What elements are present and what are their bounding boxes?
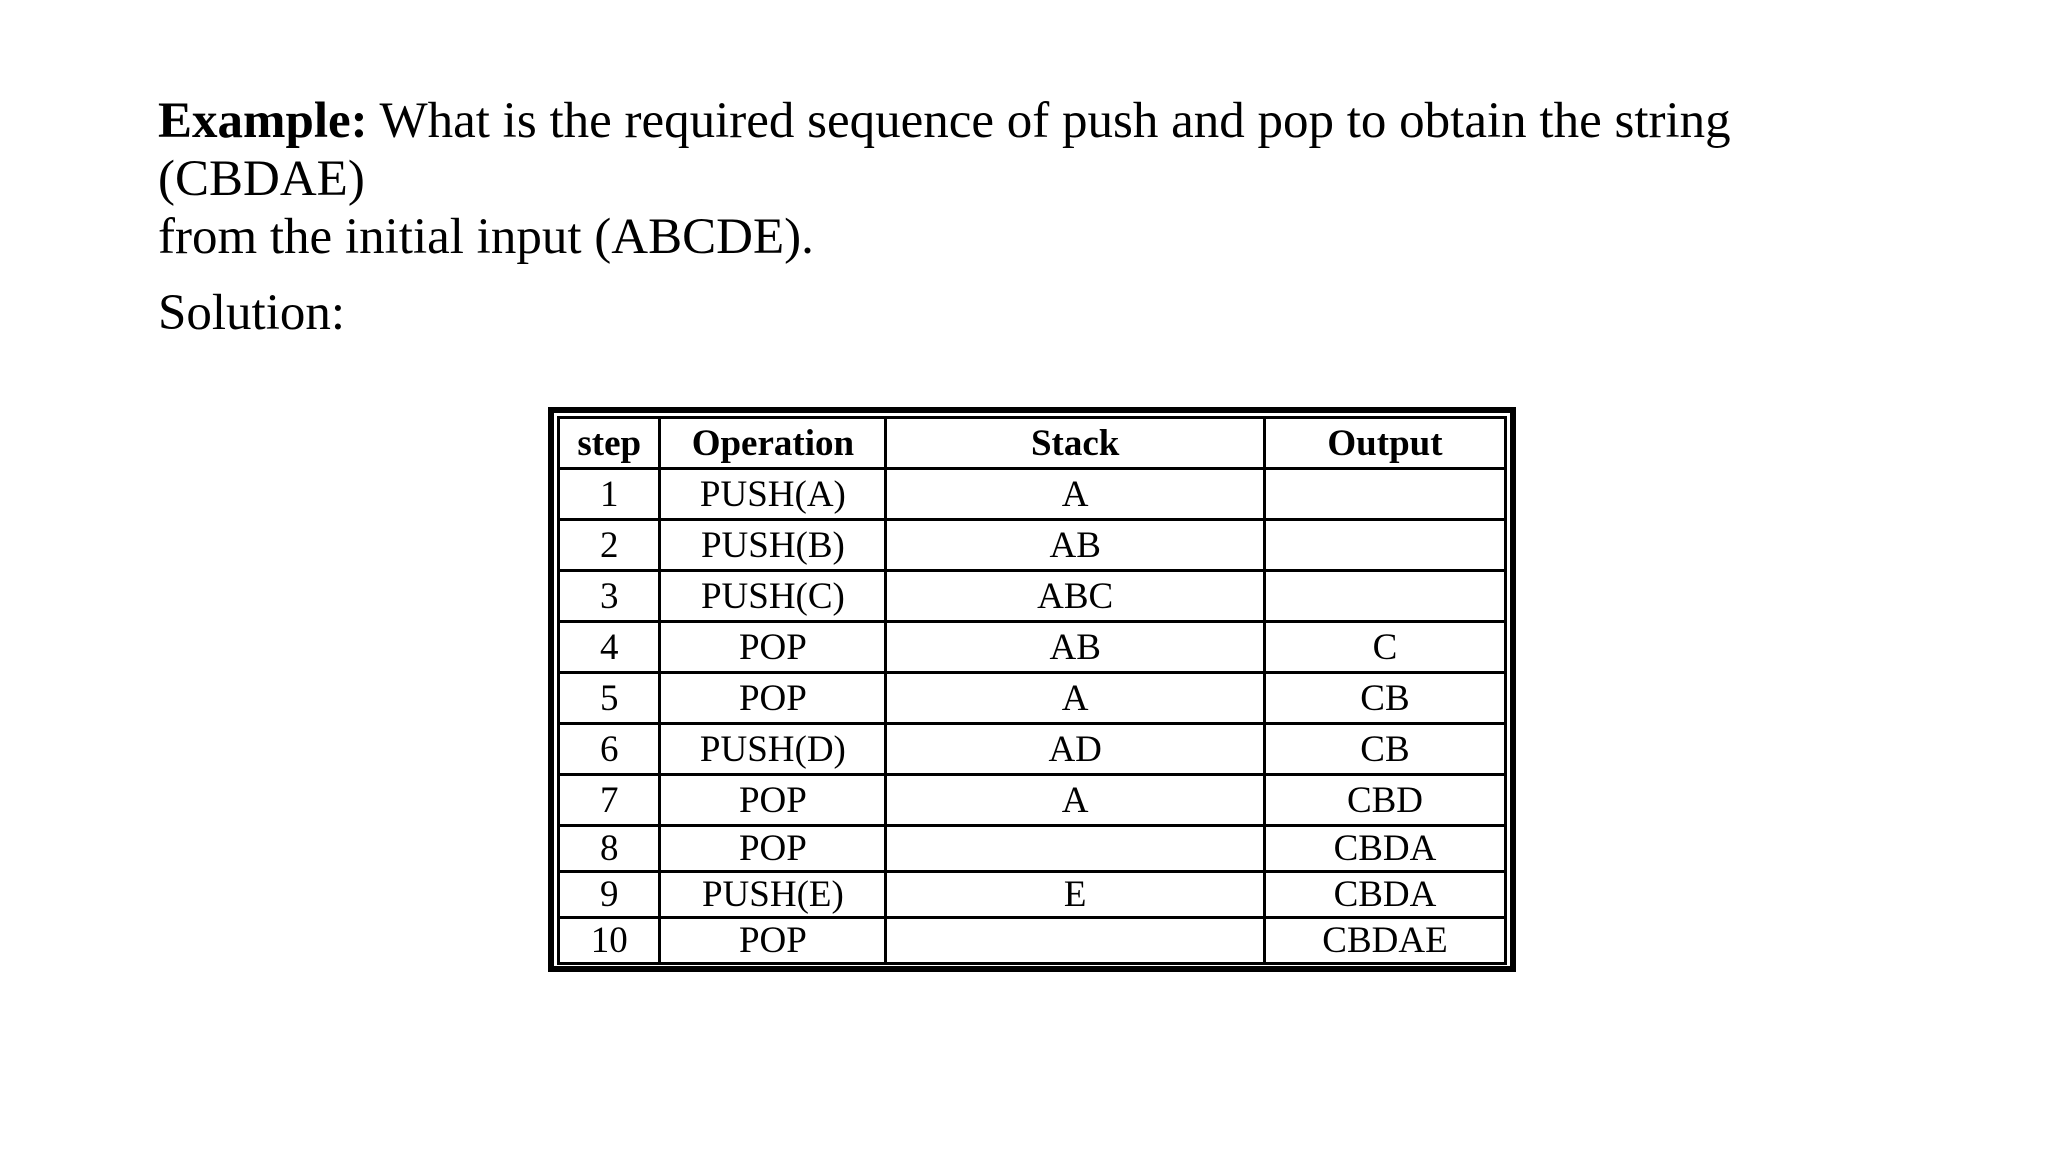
table-row xyxy=(559,469,1506,520)
cell-output: CBDA xyxy=(1264,826,1505,872)
cell-output: CB xyxy=(1264,673,1505,724)
table-row xyxy=(559,724,1506,775)
table-header-row xyxy=(559,418,1506,469)
cell-stack: A xyxy=(886,469,1265,520)
table-row xyxy=(559,872,1506,918)
cell-step: 8 xyxy=(559,826,660,872)
cell-operation: POP xyxy=(660,918,886,964)
cell-step: 5 xyxy=(559,673,660,724)
question-line-1 xyxy=(158,92,1731,150)
cell-step: 2 xyxy=(559,520,660,571)
cell-stack xyxy=(886,826,1265,872)
table-row xyxy=(559,918,1506,964)
cell-output: CBD xyxy=(1264,775,1505,826)
header-output: Output xyxy=(1264,418,1505,469)
cell-stack: AD xyxy=(886,724,1265,775)
cell-output: C xyxy=(1264,622,1505,673)
table-row xyxy=(559,775,1506,826)
cell-output xyxy=(1264,571,1505,622)
header-stack: Stack xyxy=(886,418,1265,469)
cell-step: 9 xyxy=(559,872,660,918)
cell-output xyxy=(1264,520,1505,571)
cell-output: CBDA xyxy=(1264,872,1505,918)
cell-output: CBDAE xyxy=(1264,918,1505,964)
cell-operation: POP xyxy=(660,826,886,872)
cell-operation: PUSH(B) xyxy=(660,520,886,571)
cell-step: 1 xyxy=(559,469,660,520)
cell-stack: A xyxy=(886,673,1265,724)
cell-operation: POP xyxy=(660,622,886,673)
cell-stack xyxy=(886,918,1265,964)
cell-step: 10 xyxy=(559,918,660,964)
cell-step: 4 xyxy=(559,622,660,673)
header-operation: Operation xyxy=(660,418,886,469)
cell-stack: AB xyxy=(886,520,1265,571)
cell-stack: E xyxy=(886,872,1265,918)
cell-operation: POP xyxy=(660,673,886,724)
question-text-1: What is the required sequence of push and pop to obtain the string xyxy=(367,93,1731,149)
question-line-2: (CBDAE) xyxy=(158,151,365,207)
solution-label: Solution: xyxy=(158,285,346,341)
stack-operations-table xyxy=(557,416,1507,965)
cell-output: CB xyxy=(1264,724,1505,775)
table-row xyxy=(559,520,1506,571)
table-row xyxy=(559,622,1506,673)
cell-operation: POP xyxy=(660,775,886,826)
cell-operation: PUSH(D) xyxy=(660,724,886,775)
cell-operation: PUSH(C) xyxy=(660,571,886,622)
cell-stack: A xyxy=(886,775,1265,826)
question-line-3: from the initial input (ABCDE). xyxy=(158,209,814,265)
cell-stack: AB xyxy=(886,622,1265,673)
cell-output xyxy=(1264,469,1505,520)
cell-step: 3 xyxy=(559,571,660,622)
example-label: Example: xyxy=(158,93,368,149)
cell-step: 6 xyxy=(559,724,660,775)
table-row xyxy=(559,826,1506,872)
stack-table-frame xyxy=(548,407,1516,972)
header-step: step xyxy=(559,418,660,469)
table-row xyxy=(559,571,1506,622)
cell-operation: PUSH(A) xyxy=(660,469,886,520)
cell-step: 7 xyxy=(559,775,660,826)
cell-stack: ABC xyxy=(886,571,1265,622)
cell-operation: PUSH(E) xyxy=(660,872,886,918)
table-row xyxy=(559,673,1506,724)
